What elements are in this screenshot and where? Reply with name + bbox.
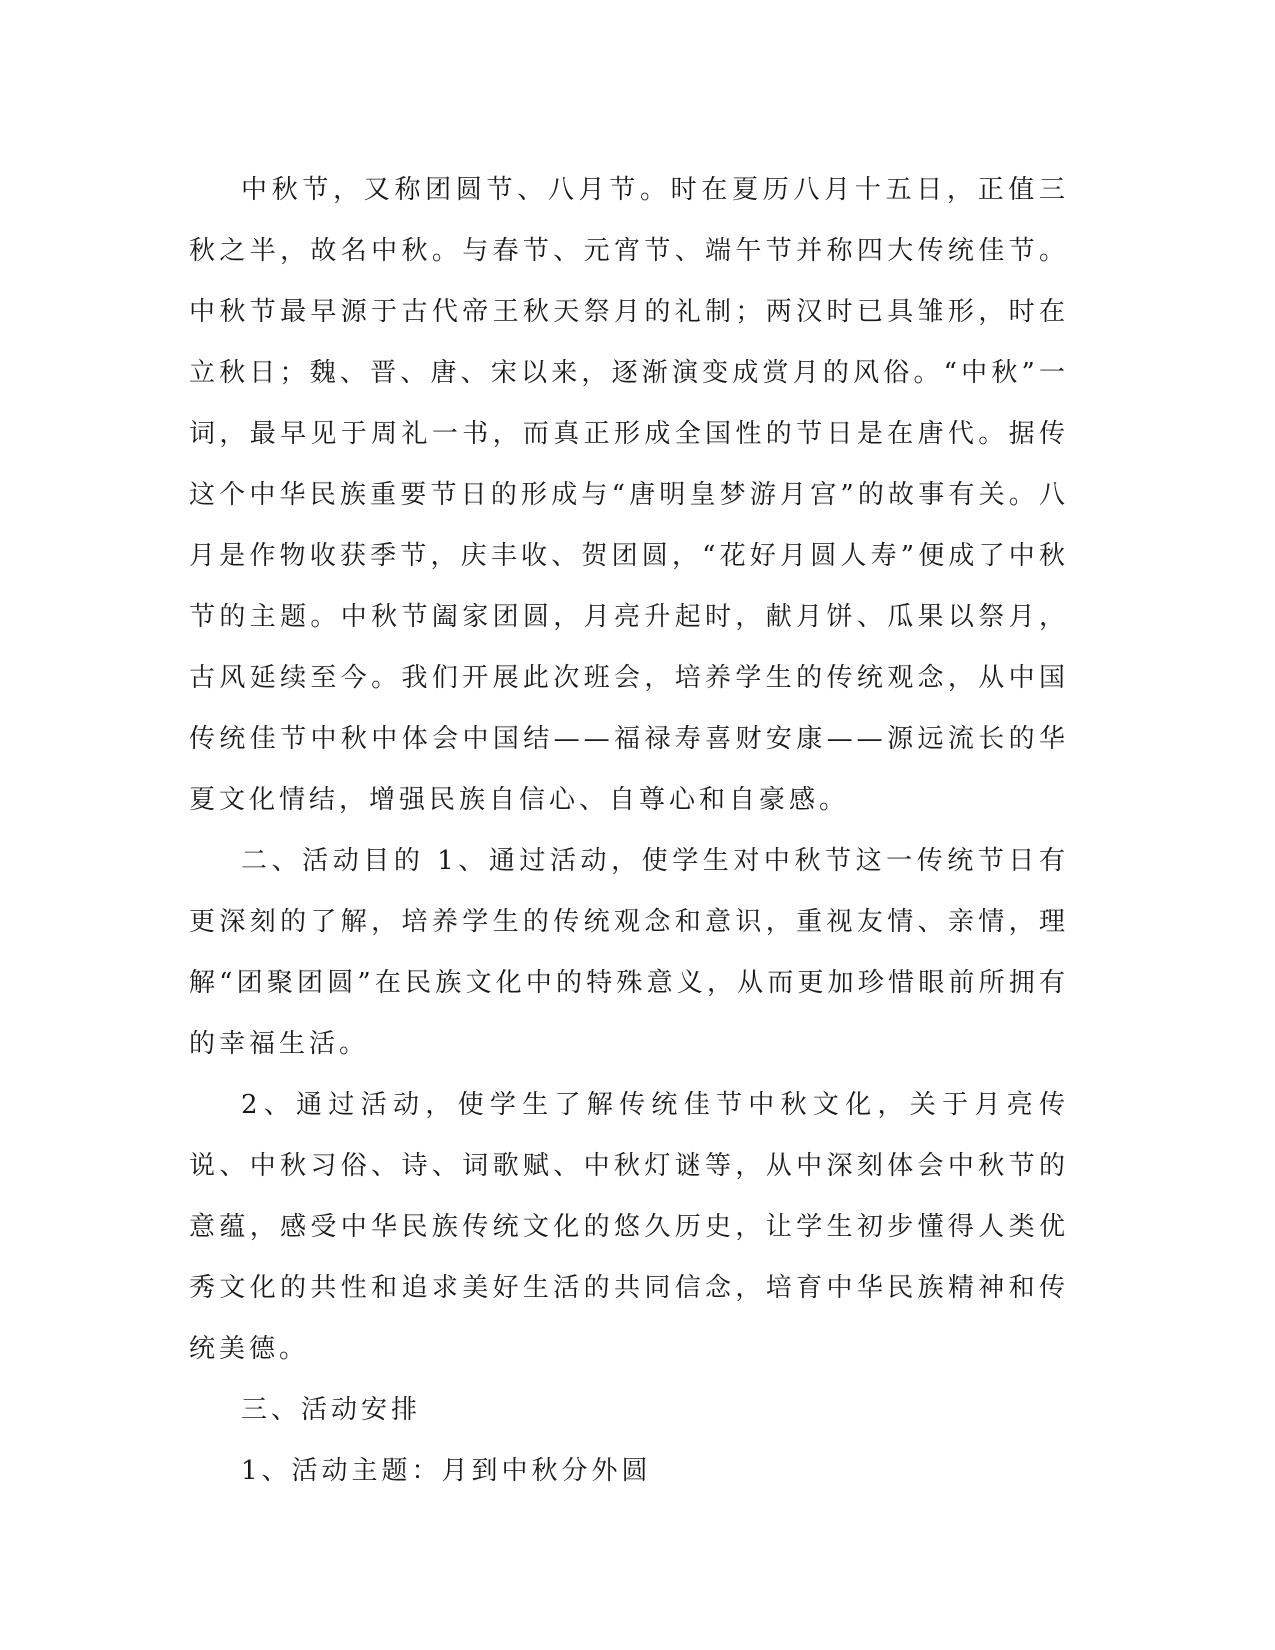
paragraph-activity-theme: 1、活动主题：月到中秋分外圆: [241, 1456, 652, 1486]
heading-activity-arrangement: 三、活动安排: [241, 1395, 422, 1425]
paragraph-intro: 中秋节，又称团圆节、八月节。时在夏历八月十五日，正值三秋之半，故名中秋。与春节、元宵节、端午节并称四大传统佳节。中秋节最早源于古代帝王秋天祭月的礼制；两汉时已具雏形，时在立秋日；魏、晋、唐、宋以来，逐渐演变成赏月的风俗。“中秋”一词，最早见于周礼一书，而真正形成全国性的节日是在唐代。据传这个中华民族重要节日的形成与“唐明皇梦游月宫”的故事有关。八月是作物收获季节，庆丰收、贺团圆，“花好月圆人寿”便成了中秋节的主题。中秋节阖家团圆，月亮升起时，献月饼、瓜果以祭月，古风延续至今。我们开展此次班会，培养学生的传统观念，从中国传统佳节中秋中体会中国结——福禄寿喜财安康——源远流长的华夏文化情结，增强民族自信心、自尊心和自豪感。: [189, 175, 1069, 815]
paragraph-activity-purpose-1: 二、活动目的 1、通过活动，使学生对中秋节这一传统节日有更深刻的了解，培养学生的传统观念和意识，重视友情、亲情，理解“团聚团圆”在民族文化中的特殊意义，从而更加珍惜眼前所拥有的幸福生活。: [189, 846, 1069, 1059]
paragraph-activity-purpose-2: 2、通过活动，使学生了解传统佳节中秋文化，关于月亮传说、中秋习俗、诗、词歌赋、中秋灯谜等，从中深刻体会中秋节的意蕴，感受中华民族传统文化的悠久历史，让学生初步懂得人类优秀文化的共性和追求美好生活的共同信念，培育中华民族精神和传统美德。: [189, 1090, 1069, 1364]
document-body: [189, 160, 1069, 1502]
